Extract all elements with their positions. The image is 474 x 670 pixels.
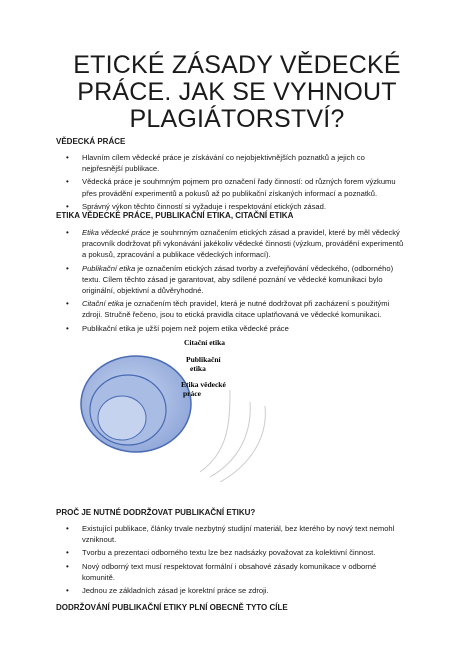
label-line: práce: [183, 389, 201, 398]
list-item: • Existující publikace, články trvale nezbytný studijní materiál, bez kterého by nový text nemohl vzniknout.: [60, 523, 405, 545]
bullet-list-proc: [60, 523, 405, 598]
label-line: Etika vědecké: [181, 380, 226, 389]
list-item: [60, 298, 405, 320]
list-item: • Vědecká práce je souhrnným pojmem pro označení řady činností: od různých forem výzkumu přes provádění experimentů a pokusů až po publikační získaných informací a poznatků.: [60, 176, 405, 198]
diagram-label-etika-vedecke-prace: [181, 380, 226, 398]
list-item: • Jednou ze základních zásad je korektní práce se zdroji.: [60, 585, 405, 596]
page-title: ETICKÉ ZÁSADY VĚDECKÉ PRÁCE. JAK SE VYHNOUT PLAGIÁTORSTVÍ?: [73, 51, 401, 133]
bullet-list-etika: [60, 227, 405, 336]
list-item: • Nový odborný text musí respektovat formální i obsahové zásady komunikace v odborné komunitě.: [60, 561, 405, 583]
section-heading-cile: DODRŽOVÁNÍ PUBLIKAČNÍ ETIKY PLNÍ OBECNĚ TYTO CÍLE: [56, 603, 288, 612]
definition: Publikační etika je užší pojem než pojem etika vědecké práce: [82, 323, 289, 333]
term: Publikační etika: [82, 263, 136, 273]
section-heading-etika: ETIKA VĚDECKÉ PRÁCE, PUBLIKAČNÍ ETIKA, CITAČNÍ ETIKA: [56, 211, 294, 220]
diagram-label-publikacni-etika: [186, 355, 222, 373]
list-item: • Správný výkon těchto činností si vyžaduje i respektování etických zásad.: [60, 201, 405, 212]
list-item: [60, 263, 405, 297]
list-item: • Tvorbu a prezentaci odborného textu lze bez nadsázky považovat za kolektivní činnost.: [60, 547, 405, 558]
connector-line: [200, 390, 230, 472]
list-item: [60, 227, 405, 261]
bullet-list-vedecka-prace: [60, 152, 405, 214]
section-heading-vedecka-prace: VĚDECKÁ PRÁCE: [56, 137, 126, 146]
term: Citační etika: [82, 299, 124, 309]
label-line: Publikační: [186, 355, 221, 364]
nested-ethics-diagram: [80, 332, 280, 482]
term: Etika vědecké práce: [82, 228, 151, 237]
connector-line: [210, 402, 250, 477]
list-item: • Hlavním cílem vědecké práce je získávání co nejobjektivnějších poznatků a jejich co nejpřesnější publikace.: [60, 152, 405, 174]
definition: je souhrnným označením etických zásad a pravidel, které by měl vědecký pracovník dodržovat při vykonávání jakékoliv vědecké činnosti (výzkum, provádění experimentů a pokusů, zpracování a publikace vědeckých informací).: [82, 228, 404, 260]
inner-ellipse-etika-vedecke-prace: [98, 396, 146, 440]
definition: je označením těch pravidel, která je nutné dodržovat při zacházení s použitými zdroji. Stručně řečeno, jsou to etická pravidla citace uplatňovaná ve vědecké komunikaci.: [82, 299, 390, 320]
diagram-label-citacni-etika: Citační etika: [184, 338, 226, 347]
section-heading-proc: PROČ JE NUTNÉ DODRŽOVAT PUBLIKAČNÍ ETIKU?: [56, 508, 256, 517]
label-line: etika: [190, 364, 206, 373]
definition: je označením etických zásad tvorby a zveřejňování vědeckého, (odborného) textu. Cílem těchto zásad je garantovat, aby sdílené poznání ve vědecké komunikaci bylo originální, objektivní a důvěryhodné.: [82, 263, 394, 296]
